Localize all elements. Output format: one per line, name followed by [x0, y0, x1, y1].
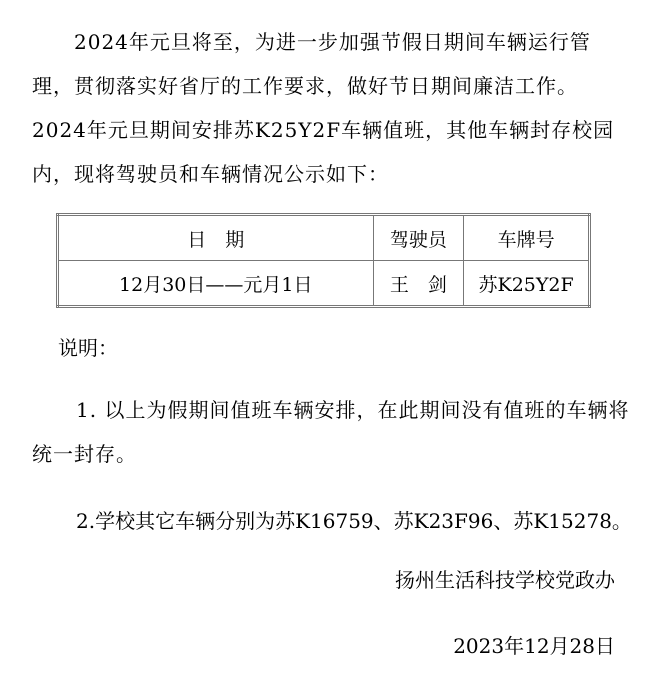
duty-date-cell: 12月30日——元月1日 [58, 261, 374, 307]
note-item-2: 2.学校其它车辆分别为苏K16759、苏K23F96、苏K15278。 [76, 509, 632, 533]
plate-header: 车牌号 [464, 215, 590, 261]
date-header: 日 期 [58, 215, 374, 261]
intro-paragraph: 2024年元旦将至，为进一步加强节假日期间车辆运行管理，贯彻落实好省厅的工作要求，做好节日期间廉洁工作。2024年元旦期间安排苏K25Y2F车辆值班，其他车辆封存校园内，现将驾驶员和车辆情况公示如下： [32, 30, 615, 186]
duty-vehicle-table [56, 213, 591, 308]
driver-name-cell: 王 剑 [373, 261, 464, 307]
issue-date: 2023年12月28日 [453, 634, 615, 658]
plate-number-cell: 苏K25Y2F [464, 261, 590, 307]
table-row [58, 261, 590, 307]
table-header-row [58, 215, 590, 261]
driver-header: 驾驶员 [373, 215, 464, 261]
notes-title: 说明： [58, 336, 118, 360]
note-item-1: 1. 以上为假期间值班车辆安排，在此期间没有值班的车辆将统一封存。 [32, 398, 630, 466]
issuing-organization: 扬州生活科技学校党政办 [395, 568, 615, 592]
